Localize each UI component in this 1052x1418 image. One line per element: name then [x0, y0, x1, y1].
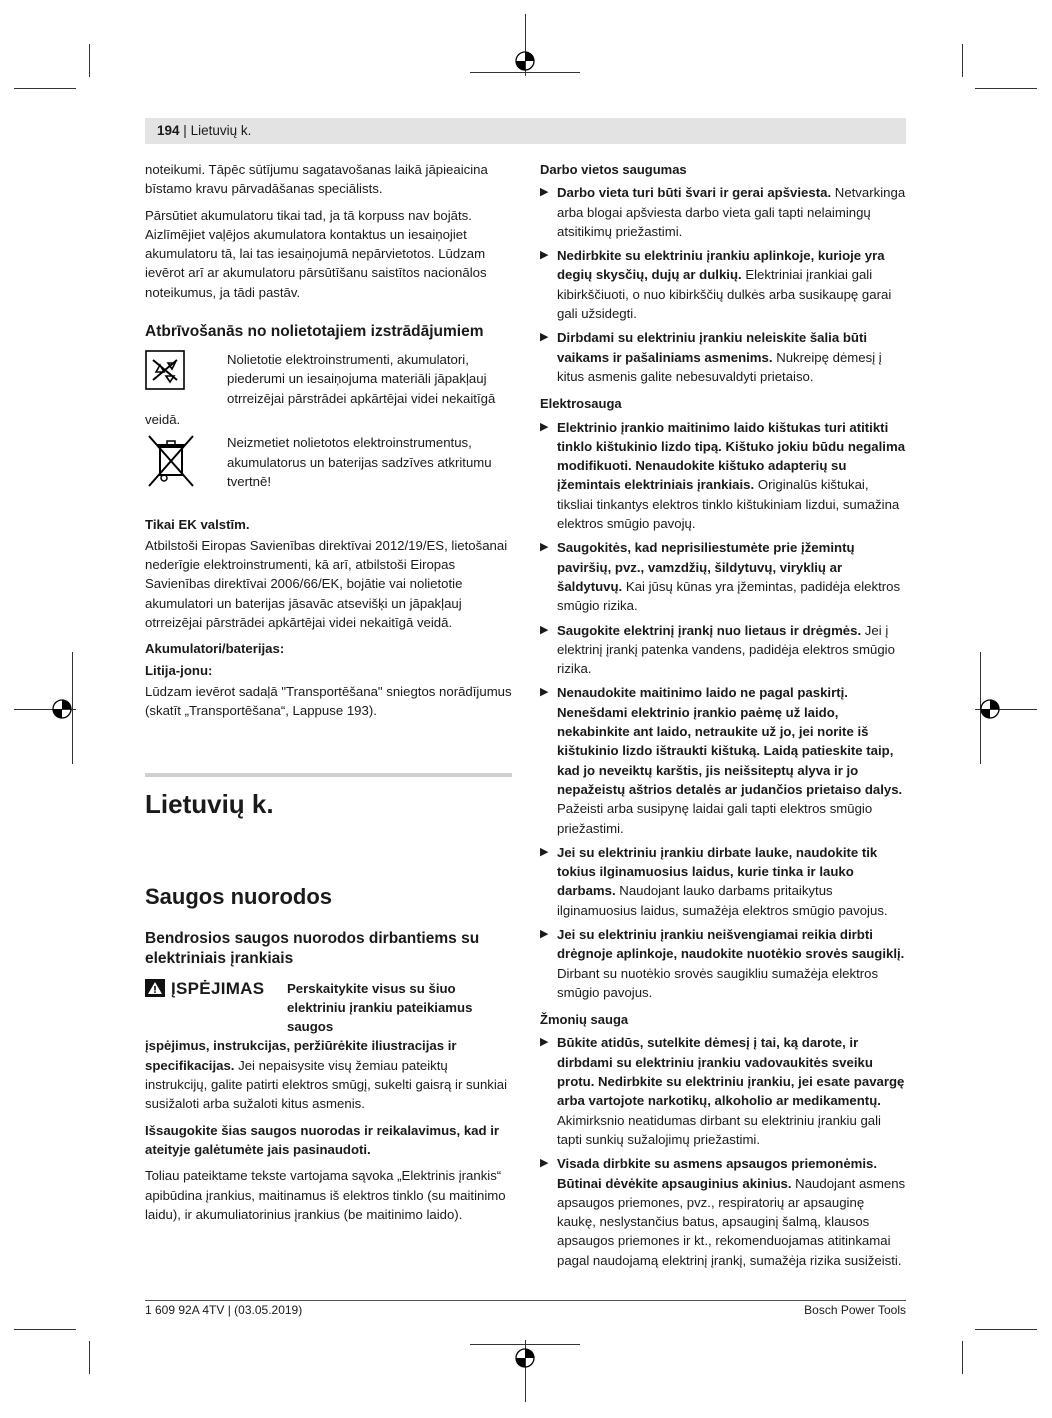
- bullet-normal-text: Dirbant su nuotėkio srovės saugikliu sumažėja elektros smūgio pavojus.: [557, 965, 879, 1000]
- waste-bin-block: [145, 433, 512, 494]
- electrical-heading: Elektrosauga: [540, 396, 622, 412]
- bullet-arrow-icon: ▶: [540, 331, 549, 344]
- bullet-normal-text: Jei į elektrinį įrankį patenka vandens, padidėja elektros smūgio rizika.: [557, 622, 895, 677]
- warning-triangle-icon: [145, 979, 165, 997]
- bullet-item: [540, 183, 906, 241]
- bullet-normal-text: Naudojant lauko darbams pritaikytus ilginamuosius laidus, sumažėja elektros smūgio pavojus.: [557, 883, 888, 918]
- bullet-arrow-icon: ▶: [540, 927, 549, 940]
- bullet-bold-text: Darbo vieta turi būti švari ir gerai apšviesta.: [557, 185, 832, 201]
- bullet-text: [557, 621, 906, 679]
- bullet-arrow-icon: ▶: [540, 623, 549, 636]
- bullet-text: [557, 328, 906, 386]
- bullet-item: [540, 418, 906, 534]
- keep-instructions: Išsaugokite šias saugos nuorodas ir reikalavimus, kad ir ateityje galėtumėte jais pasinaudoti.: [145, 1122, 500, 1157]
- crossed-out-wheelie-bin-icon: [145, 433, 197, 489]
- warning-bold-continued: įspėjimus, instrukcijas, peržiūrėkite iliustracijas ir specifikacijas.: [145, 1038, 457, 1073]
- bullet-arrow-icon: ▶: [540, 420, 549, 433]
- safety-heading: Saugos nuorodos: [145, 883, 332, 909]
- registration-target-icon: [511, 1344, 539, 1372]
- header-section: Lietuvių k.: [190, 123, 252, 138]
- bullet-item: [540, 683, 906, 837]
- warning-label: ĮSPĖJIMAS: [171, 978, 265, 998]
- right-column: [540, 160, 906, 1275]
- bullet-arrow-icon: ▶: [540, 1157, 549, 1170]
- disposal-heading: Atbrīvošanās no nolietotajiem izstrādājumiem: [145, 323, 484, 341]
- disposal-text: Nolietotie elektroinstrumenti, akumulatori, piederumi un iesaiņojuma materiāli jāpakļauj otrreizējai pārstrādei apkārtējai videi nekaitīgā: [227, 352, 496, 406]
- term-definition: Toliau pateiktame tekste vartojama sąvoka „Elektrinis įrankis“ apibūdina įrankius, maitinamus iš elektros tinklo (su maitinimo laidu), ir akumuliatorinius įrankius (be maitinimo laido).: [145, 1168, 506, 1222]
- bullet-text: [557, 418, 906, 534]
- recycle-symbol-icon: [145, 350, 185, 390]
- section-divider: [145, 773, 512, 777]
- work-area-heading: Darbo vietos saugumas: [540, 162, 687, 177]
- paragraph: Pārsūtiet akumulatoru tikai tad, ja tā korpuss nav bojāts. Aizlīmējiet vaļējos akumulatora kontaktus un iesaiņojiet akumulatoru tā, lai tas iesaiņojumā nepārvietotos. Lūdzam ievērot arī ar akumulatoru pārsūtīšanu saistītos nacionālos noteikumus, ja tādi pastāv.: [145, 207, 487, 300]
- bullet-normal-text: Originalūs kištukai, tiksliai tinkantys elektros tinklo kištukiniam lizdui, sumažina elektros smūgio pavojų.: [557, 477, 900, 532]
- bullet-arrow-icon: ▶: [540, 1036, 549, 1049]
- bullet-bold-text: Elektrinio įrankio maitinimo laido kištukas turi atitikti tinklo kištukinio lizdo tipą. Kištuko jokiu būdu negalima modifikuoti. Nenaudokite kištuko adapterių su įžemintais elektriniais įrankiais.: [557, 419, 906, 493]
- bullet-text: [557, 1154, 906, 1270]
- bullet-normal-text: Naudojant asmens apsaugos priemones, pvz., respiratorių ar apsauginę kaukę, neslystančius batus, apsauginį šalmą, klausos apsaugos priemones ir kt., rekomenduojamas atitinkamai pagal naudojamą elektrinį įrankį, sumažėja rizika susižeisti.: [557, 1175, 906, 1268]
- disposal-block: [145, 350, 512, 408]
- bullet-bold-text: Nedirbkite su elektriniu įrankiu aplinkoje, kurioje yra degių skysčių, dujų ar dulkių.: [557, 248, 885, 283]
- bullet-text: [557, 925, 906, 1002]
- personal-heading: Žmonių sauga: [540, 1012, 629, 1028]
- bullet-item: [540, 538, 906, 615]
- bullet-bold-text: Jei su elektriniu įrankiu dirbate lauke, naudokite tik tokius ilginamuosius laidus, kurie tinka ir lauko darbams.: [557, 844, 878, 899]
- bullet-arrow-icon: ▶: [540, 686, 549, 699]
- bullet-item: [540, 1033, 906, 1149]
- warning-block: [145, 979, 512, 1037]
- li-ion-heading: Litija-jonu:: [145, 662, 213, 678]
- bullet-bold-text: Visada dirbkite su asmens apsaugos priemonėmis. Būtinai dėvėkite apsauginius akinius.: [557, 1156, 878, 1191]
- bullet-item: [540, 843, 906, 920]
- warning-badge: [145, 979, 264, 998]
- page-number: 194: [157, 123, 180, 138]
- li-ion-text: Lūdzam ievērot sadaļā "Transportēšana" sniegtos norādījumus (skatīt „Transportēšana“, Lappuse 193).: [145, 683, 512, 719]
- electrical-list: [540, 418, 906, 1003]
- bullet-text: [557, 843, 906, 920]
- ek-text: Atbilstoši Eiropas Savienības direktīvai 2012/19/ES, lietošanai nederīgie elektroinstrumenti, kā arī, atbilstoši Eiropas Savienības direktīvai 2006/66/EK, bojātie vai nolietotie akumulatori un baterijas jāsavāc atsevišķi un jāpakļauj otrreizējai pārstrādei apkārtējai videi nekaitīgā veidā.: [145, 537, 508, 631]
- registration-target-icon: [48, 695, 76, 723]
- warning-paragraph: [145, 1036, 512, 1113]
- bullet-arrow-icon: ▶: [540, 541, 549, 554]
- general-safety-heading: Bendrosios saugos nuorodos dirbantiems su elektriniais įrankiais: [145, 929, 480, 967]
- bullet-normal-text: Netvarkinga arba blogai apšviesta darbo vieta gali tapti nelaimingų atsitikimų priežastimi.: [557, 185, 906, 239]
- left-column: [145, 160, 512, 1231]
- bullet-bold-text: Būkite atidūs, sutelkite dėmesį į tai, ką darote, ir dirbdami su elektriniu įrankiu vadovaukitės sveiku protu. Nedirbkite su elektriniu įrankiu, jei esate pavargę arba vartojote narkotikų, alkoholio ar medikamentų.: [557, 1035, 905, 1109]
- bullet-item: [540, 1154, 906, 1270]
- header-separator: |: [183, 123, 191, 138]
- bullet-arrow-icon: ▶: [540, 845, 549, 858]
- waste-bin-text: Neizmetiet nolietotos elektroinstrumentus, akumulatorus un baterijas sadzīves atkritumu tvertnē!: [227, 435, 492, 489]
- bullet-text: [557, 1033, 906, 1149]
- warning-text: Jei nepaisysite visų žemiau pateiktų instrukcijų, galite patirti elektros smūgį, sukelti gaisrą ir sunkiai susižaloti arba sužaloti kitus asmenis.: [145, 1057, 508, 1112]
- page-header: [145, 118, 906, 144]
- footer-doc-number: 1 609 92A 4TV | (03.05.2019): [145, 1303, 303, 1317]
- bullet-item: [540, 925, 906, 1002]
- bullet-normal-text: Pažeisti arba susipynę laidai gali tapti elektros smūgio priežastimi.: [557, 801, 873, 836]
- bullet-item: [540, 328, 906, 386]
- bullet-arrow-icon: ▶: [540, 186, 549, 199]
- bullet-bold-text: Jei su elektriniu įrankiu neišvengiamai reikia dirbti drėgnoje aplinkoje, naudokite nuotėkio srovės saugiklį.: [557, 926, 905, 962]
- bullet-item: [540, 246, 906, 323]
- bullet-item: [540, 621, 906, 679]
- warning-bold-text: Perskaitykite visus su šiuo elektriniu įrankiu pateikiamus saugos: [287, 980, 473, 1035]
- language-title: Lietuvių k.: [145, 788, 274, 819]
- work-area-list: [540, 183, 906, 386]
- bullet-normal-text: Kai jūsų kūnas yra įžemintas, padidėja elektros smūgio rizika.: [557, 578, 901, 614]
- registration-target-icon: [511, 47, 539, 75]
- bullet-normal-text: Akimirksnio neatidumas dirbant su elektriniu įrankiu gali tapti sunkių sužalojimų priežastimi.: [557, 1112, 881, 1147]
- bullet-text: [557, 683, 906, 837]
- bullet-text: [557, 538, 906, 615]
- bullet-text: [557, 183, 906, 241]
- bullet-text: [557, 246, 906, 323]
- paragraph: noteikumi. Tāpēc sūtījumu sagatavošanas laikā jāpieaicina bīstamo kravu pārvadāšanas speciālists.: [145, 162, 488, 197]
- batteries-heading: Akumulatori/baterijas:: [145, 641, 285, 657]
- footer-brand: Bosch Power Tools: [804, 1303, 906, 1317]
- bullet-arrow-icon: ▶: [540, 249, 549, 262]
- bullet-normal-text: Nukreipę dėmesį į kitus asmenis galite nebesuvaldyti prietaiso.: [557, 349, 882, 384]
- footer-rule: [145, 1300, 906, 1301]
- bullet-normal-text: Elektriniai įrankiai gali kibirkščiuoti, o nuo kibirkščių dulkės arba susikaupę garai gali užsidegti.: [557, 267, 892, 322]
- bullet-bold-text: Saugokite elektrinį įrankį nuo lietaus ir drėgmės.: [557, 622, 862, 638]
- bullet-bold-text: Dirbdami su elektriniu įrankiu neleiskite šalia būti vaikams ir pašaliniams asmenims.: [557, 330, 868, 365]
- ek-heading: Tikai EK valstīm.: [145, 516, 250, 532]
- registration-target-icon: [976, 695, 1004, 723]
- personal-list: [540, 1033, 906, 1270]
- disposal-text-continued: veidā.: [145, 411, 181, 427]
- bullet-bold-text: Saugokitės, kad neprisiliestumėte prie įžemintų paviršių, pvz., vamzdžių, šildytuvų, viryklių ar šaldytuvų.: [557, 540, 855, 594]
- bullet-bold-text: Nenaudokite maitinimo laido ne pagal paskirtį. Nenešdami elektrinio įrankio paėmę už laido, nekabinkite ant laido, netraukite už jo, jei norite iš kištukinio lizdo ištraukti kištuką. Laidą patieskite taip, kad jo neveiktų karštis, jis neišsiteptų alyva ir jo nepažeistų aštrios detalės ar judančios prietaiso dalys.: [557, 685, 903, 797]
